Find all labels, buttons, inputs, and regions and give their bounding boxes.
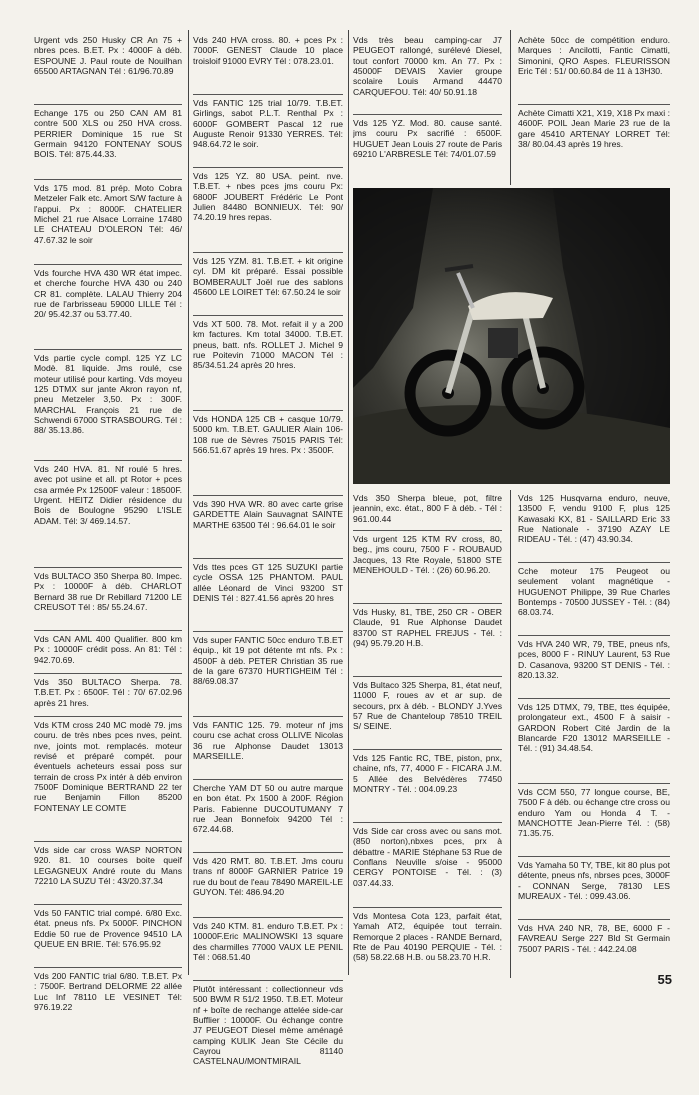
classified-ad: Vds 420 RMT. 80. T.B.ET. Jms couru trans nf 8000F GARNIER Patrice 19 rue du bout de l'eau 78490 MAREIL-LE GUYON. Tél: 486.94.20 bbox=[193, 853, 343, 918]
classifieds-column-2 bbox=[193, 32, 343, 1095]
classified-ad: Vds 200 FANTIC trial 6/80. T.B.ET. Px : 7500F. Bertrand DELORME 22 allée Luc Inf 78110 LE VESINET Tél: 976.19.22 bbox=[34, 971, 182, 1013]
classified-ad: Vds HVA 240 WR, 79, TBE, pneus nfs, pces, 8000 F - RINUY Laurent, 53 Rue D. Casanova, 93200 ST DENIS - Tél. : 820.13.32. bbox=[518, 636, 670, 699]
classified-ad: Vds 350 Sherpa bleue, pot, filtre jeannin, exc. état., 800 F à déb. - Tél : 961.00.44 bbox=[353, 490, 502, 531]
classifieds-column-1 bbox=[34, 32, 182, 1028]
classified-ad: Cche moteur 175 Peugeot ou seulement volant magnétique - HUGUENOT Philippe, 39 Rue Charles Bontemps - 70500 JUSSEY - Tél. : (84) 68.03.74. bbox=[518, 563, 670, 636]
classified-ad: Vds Bultaco 325 Sherpa, 81, état neuf, 11000 F, roues av et ar sup. de secours, prx à déb. - BLONDY J.Yves 57 Rue de Chanteloup 78510 TREIL S/ SEINE. bbox=[353, 677, 502, 750]
classified-ad: Vds 125 DTMX, 79, TBE, ttes équipée, prolongateur ext., 4500 F à saisir - GARDON Robert Cité Jardin de la Blancarde F20 13012 MARSEILLE - Tél. : (91) 34.48.54. bbox=[518, 699, 670, 784]
classified-ad: Echange 175 ou 250 CAN AM 81 contre 500 XLS ou 250 HVA cross. PERRIER Dominique 15 rue St Germain 94120 FONTENAY SOUS BOIS. Tél: 875.44.33. bbox=[34, 105, 182, 180]
classified-ad: Vds 125 Fantic RC, TBE, piston, pnx, chaine, nfs, 77, 4000 F - FICARA J.M. 5 Allée des Belvédères 77450 MONTRY - Tél. : 004.09.23 bbox=[353, 750, 502, 823]
classified-ad: Vds 240 KTM. 81. enduro T.B.ET. Px : 10000F.Eric MALINOWSKI 13 square des charmilles 77000 VAUX LE PENIL Tél : 068.51.40 bbox=[193, 918, 343, 981]
classified-ad: Vds très beau camping-car J7 PEUGEOT rallongé, surélevé Diesel, tout confort 70000 km. An 77. Px : 45000F DEVAIS Xavier groupe scolaire Louis Armand 44470 CARQUEFOU. Tél: 40/ 50.91.18 bbox=[353, 32, 502, 115]
classified-ad: Vds partie cycle compl. 125 YZ LC Modè. 81 liquide. Jms roulé, cse moteur utilisé pour karting. Vds moyeu 125 DTMX sur jante Akron rayon nf, pneu Metzeler 3,50. Px : 300F. MARCHAL François 21 rue de Schwendi 67000 STRASBOURG. Tél : 88/ 35.13.86. bbox=[34, 350, 182, 461]
motorcycle-photo bbox=[353, 188, 670, 484]
column-divider bbox=[188, 30, 189, 975]
classified-ad: Cherche YAM DT 50 ou autre marque en bon état. Px 1500 à 200F. Région Paris. Fabienne DUCOUTUMANY 7 rue Jean Bonnefoix 94200 Tél : 672.44.68. bbox=[193, 780, 343, 853]
classified-ad: Vds BULTACO 350 Sherpa 80. Impec. Px : 10000F à déb. CHARLOT Bernard 38 rue Dr Rebillard 71200 LE CREUSOT Tél : 85/ 55.24.67. bbox=[34, 568, 182, 631]
classified-ad: Vds CAN AML 400 Qualifier. 800 km Px : 10000F crédit poss. An 81: Tél : 942.70.69. bbox=[34, 631, 182, 674]
classified-ad: Vds urgent 125 KTM RV cross, 80, beg., jms couru, 7500 F - ROUBAUD Jacques, 13 Rte Royale, 51800 STE MENEHOULD - Tél. : (26) 60.96.20. bbox=[353, 531, 502, 604]
classified-ad: Vds Montesa Cota 123, parfait état, Yamah AT2, équipée tout terrain. Remorque 2 places - RANDE Bernard, Rte de Pau 40190 PERQUIE - Tél. : (58) 58.22.68 H.B. ou 58.23.70 H.R. bbox=[353, 911, 502, 963]
classified-ad: Vds FANTIC 125 trial 10/79. T.B.ET. Girlings, sabot P.L.T. Renthal Px : 6000F GOMBERT Pascal 12 rue Auguste Renoir 91330 YERRES. Tél: 948.64.72 le soir. bbox=[193, 95, 343, 168]
classified-ad: Vds XT 500. 78. Mot. refait il y a 200 km factures. Km total 34000. T.B.ET. pneus, batt. nfs. ROLLET J. Michel 9 rue Poitevin 71000 MACON Tél : 85/34.51.24 après 20 hres. bbox=[193, 316, 343, 411]
classifieds-column-3-bottom bbox=[353, 490, 502, 992]
classified-ad: Vds HVA 240 NR, 78, BE, 6000 F - FAVREAU Serge 227 Bld St Germain 75007 PARIS - Tél. : 442.24.08 bbox=[518, 923, 670, 954]
column-divider bbox=[348, 30, 349, 975]
classified-ad: Vds 390 HVA WR. 80 avec carte grise GARDETTE Alain Sauvagnat SAINTE MARTHE 63500 Tél : 96.64.01 le soir bbox=[193, 496, 343, 559]
classified-ad: Vds 125 YZM. 81. T.B.ET. + kit origine cyl. DM kit préparé. Essai possible BOMBERAULT Joël rue des sablons 45600 LE LOIRET Tél: 67.50.24 le soir bbox=[193, 253, 343, 316]
classified-ad: Vds ttes pces GT 125 SUZUKI partie cycle OSSA 125 PHANTOM. PAUL allée Léonard de Vinci 93200 ST DENIS Tél : 827.41.56 après 20 hres bbox=[193, 559, 343, 632]
classified-ad: Vds HONDA 125 CB + casque 10/79. 5000 km. T.B.ET. GAULIER Alain 106-108 rue de Sèvres 75015 PARIS Tél: 566.51.67 après 19 hres. Px : 3500F. bbox=[193, 411, 343, 496]
classified-ad: Vds 350 BULTACO Sherpa. 78. T.B.ET. Px : 6500F. Tél : 70/ 67.02.96 après 21 hres. bbox=[34, 674, 182, 717]
classified-ad: Plutôt intéressant : collectionneur vds 500 BWM R 51/2 1950. T.B.ET. Moteur nf + boîte de rechange attelée side-car Bufflier : 10000F. Ou échange contre J7 PEUGEOT Diesel mème aménagé camping KULIK Jean Ste Cécile du Cayrou 81140 CASTELNAU/MONTMIRAIL bbox=[193, 984, 343, 1067]
classified-ad: Achète 50cc de compétition enduro. Marques : Ancilotti, Fantic Cimatti, Simonini, QRO Aspes. FLEURISSON Eric Tél : 51/ 00.60.84 de 11 à 13H30. bbox=[518, 32, 670, 105]
classified-ad: Vds FANTIC 125. 79. moteur nf jms couru cse achat cross OLLIVE Nicolas 36 rue Alphonse Daudet 13013 MARSEILLE. bbox=[193, 717, 343, 780]
classifieds-column-4-bottom bbox=[518, 490, 670, 972]
classified-ad: Vds 50 FANTIC trial compé. 6/80 Exc. état. pneus nfs. Px 5000F. PINCHON Eddie 50 rue de Provence 94510 LA QUEUE EN BRIE. Tél: 576.95.92 bbox=[34, 905, 182, 968]
classifieds-column-4-top bbox=[518, 32, 670, 167]
classified-ad: Vds CCM 550, 77 longue course, BE, 7500 F à déb. ou échange ctre cross ou enduro Yam ou Honda 4 T. - MANCHOTTE Jean-Pierre Tél. : (58) 71.35.75. bbox=[518, 784, 670, 857]
classified-ad: Vds 125 YZ. 80 USA. peint. nve. T.B.ET. + nbes pces jms couru Px: 6800F JOUBERT Frédéric Le Pont Julien 84480 BONNIEUX. Tél: 90/ 74.20.19 hres repas. bbox=[193, 168, 343, 253]
classified-ad: Vds KTM cross 240 MC modè 79. jms couru. de très nbes pces nves, peint. nve, joints mot. remplacés. moteur revisé et préparé compét. pour éventuels acheteurs essai poss sur terrain de cross Px intér à déb environ 7500F Dominique BERTRAND 22 ter rue Benjamin Fillon 85200 FONTENAY LE COMTE bbox=[34, 717, 182, 842]
classified-ad: Vds Side car cross avec ou sans mot. (850 norton),nbxes pces, prx à débattre - MARIE Stéphane 53 Rue de Conflans Neuville s/oise - 95000 CERGY PONTOISE - Tél. : (3) 037.44.33. bbox=[353, 823, 502, 908]
classified-ad: Vds 240 HVA. 81. Nf roulé 5 hres. avec pot usine et all. pt Rotor + pces csa armée Px 12500F valeur : 18500F. Urgent. HEITZ Didier résidence du Bois de Boulogne 95290 L'ISLE ADAM. Tél: 3/ 469.14.57. bbox=[34, 461, 182, 568]
column-divider bbox=[510, 30, 511, 185]
classified-ad: Vds 240 HVA cross. 80. + pces Px : 7000F. GENEST Claude 10 place troisloif 91000 EVRY Tél : 078.23.01. bbox=[193, 32, 343, 95]
page-number: 55 bbox=[657, 972, 672, 987]
classifieds-column-3-top bbox=[353, 32, 502, 177]
classified-ad: Vds 125 YZ. Mod. 80. cause santé. jms couru Px sacrifié : 6500F. HUGUET Jean Louis 27 route de Paris 69210 L'ARBRESLE Tél: 74/01.07.59 bbox=[353, 118, 502, 160]
classified-ad: Urgent vds 250 Husky CR An 75 + nbres pces. B.ET. Px : 4000F à déb. ESPOUNE J. Paul route de Nouilhan 65500 ARTAGNAN Tél : 61/96.70.89 bbox=[34, 32, 182, 105]
classified-ad: Achète Cimatti X21, X19, X18 Px maxi : 4600F. POIL Jean Marie 23 rue de la gare 45410 ARTENAY LORRET Tél: 38/ 80.04.43 après 19 hres. bbox=[518, 108, 670, 150]
classified-ad: Vds 175 mod. 81 prép. Moto Cobra Metzeler Falk etc. Amort S/W facture à l'appui. Px : 8000F. CHATELIER Michel 21 rue Alsace Lorraine 17480 LE CHATEAU D'OLERON Tél: 46/ 47.67.32 le soir bbox=[34, 180, 182, 265]
column-divider bbox=[510, 490, 511, 978]
classified-ad: Vds 125 Husqvarna enduro, neuve, 13500 F, vendu 9100 F, plus 125 Kawasaki KX, 81 - SAILLARD Eric 33 Rue Nationale - 37190 AZAY LE RIDEAU - Tél. : (47) 43.90.34. bbox=[518, 490, 670, 563]
classified-ad: Vds super FANTIC 50cc enduro T.B.ET équip., kit 19 pot détente mt nfs. Px : 4500F à déb. PETER Christian 35 rue de la gare 67370 HURTIGHEIM Tél : 88/69.08.37 bbox=[193, 632, 343, 717]
classified-ad: Vds Yamaha 50 TY, TBE, kit 80 plus pot détente, pneus nfs, nbrses pces, 3000F - CONNAN Serge, 78130 LES MUREAUX - Tél. : 099.43.06. bbox=[518, 857, 670, 920]
classified-ad: Vds Husky, 81, TBE, 250 CR - OBER Claude, 91 Rue Alphonse Daudet 83700 ST RAPHEL FREJUS - Tél. : (94) 95.79.20 H.B. bbox=[353, 604, 502, 677]
classified-ad: Vds side car cross WASP NORTON 920. 81. 10 courses boite queif LEGAGNEUX André route du Mans 72210 LA SUZU Tél : 43/20.37.34 bbox=[34, 842, 182, 905]
classified-ad: Vds fourche HVA 430 WR état impec. et cherche fourche HVA 430 ou 240 CR 81. complète. LALAU Thierry 204 rue de l'arbrisseau 59000 LILLE Tél : 20/ 95.42.37 ou 53.77.40. bbox=[34, 265, 182, 350]
motorcycle-photo-illustration bbox=[353, 188, 670, 484]
